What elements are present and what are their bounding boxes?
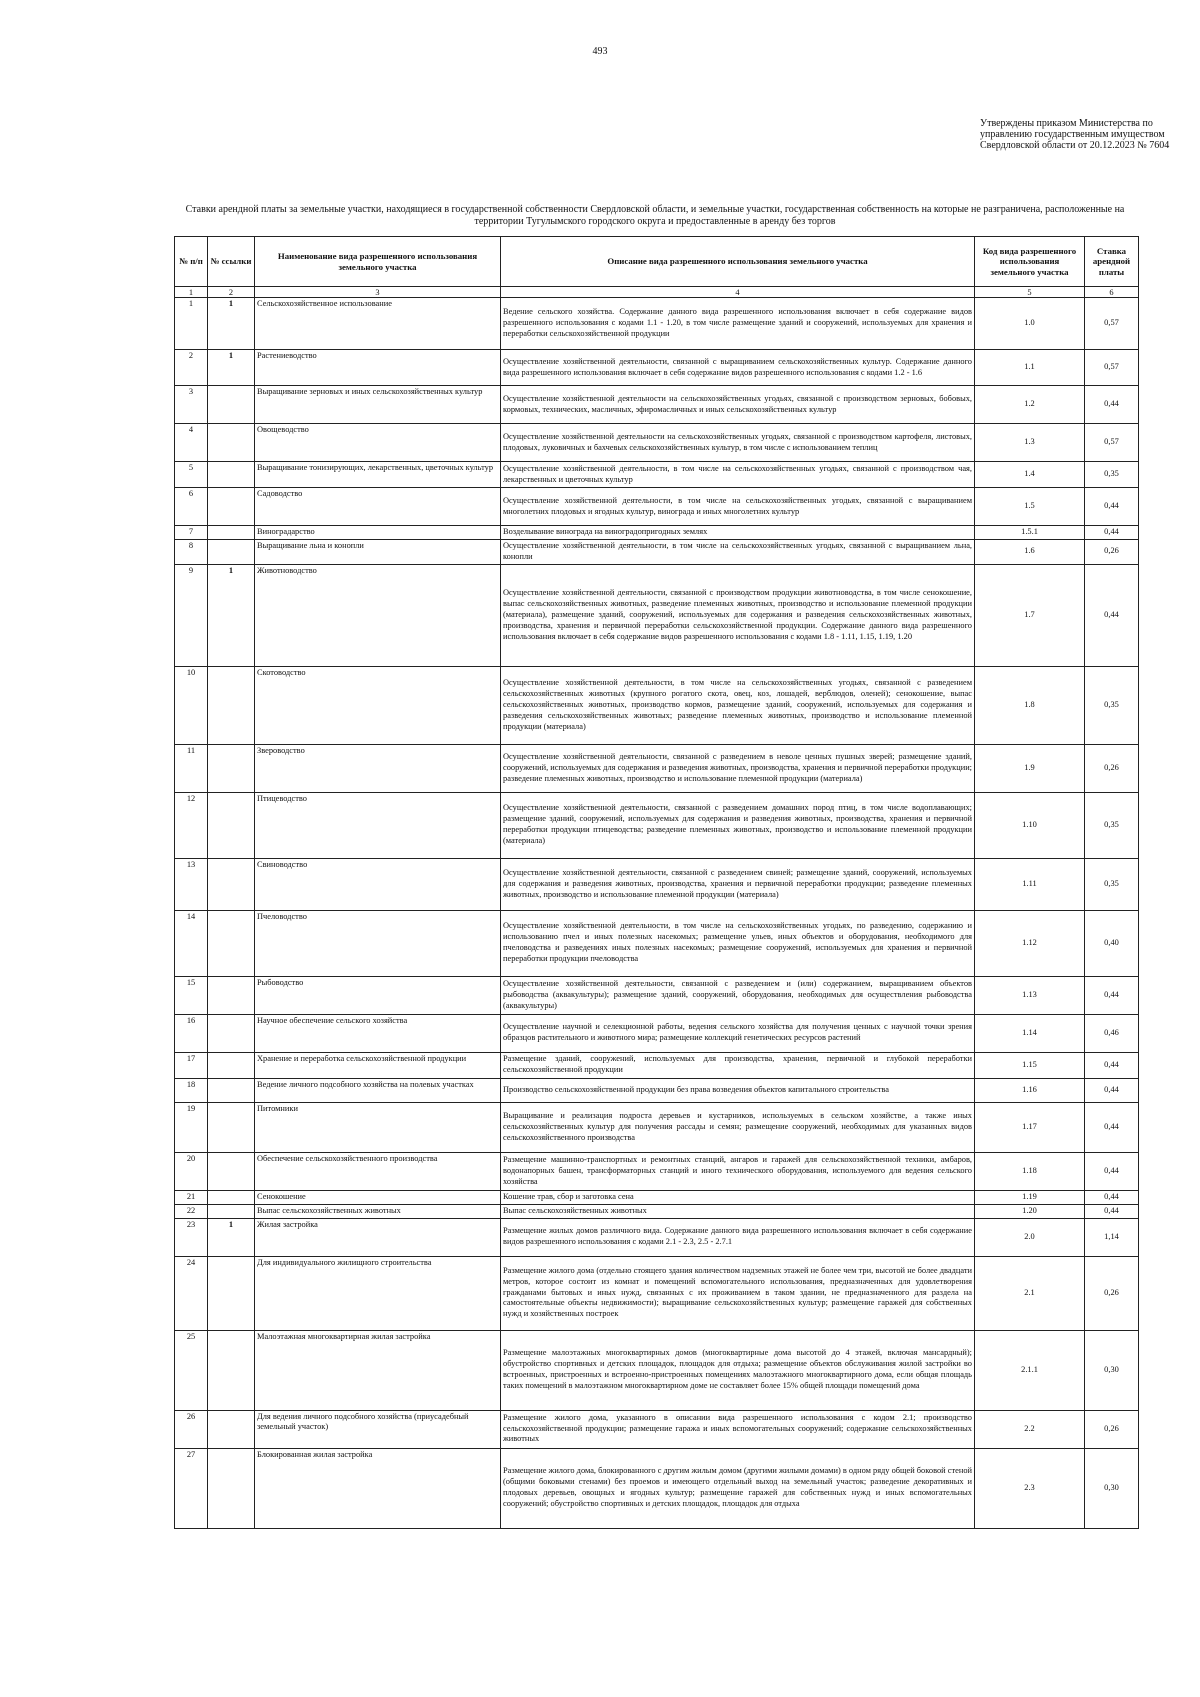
row-number: 26	[175, 1410, 208, 1448]
row-use-code: 1.18	[975, 1152, 1085, 1190]
row-reference	[208, 976, 255, 1014]
row-use-code: 2.3	[975, 1448, 1085, 1528]
row-use-name: Звероводство	[255, 744, 501, 792]
row-use-code: 2.1.1	[975, 1330, 1085, 1410]
row-use-name: Садоводство	[255, 488, 501, 526]
header-cell: Описание вида разрешенного использования земельного участка	[501, 237, 975, 287]
table-row	[175, 488, 1139, 526]
row-use-name: Обеспечение сельскохозяйственного производства	[255, 1152, 501, 1190]
header-cell: Ставка арендной платы	[1085, 237, 1139, 287]
row-rate: 1,14	[1085, 1218, 1139, 1256]
row-reference	[208, 666, 255, 744]
row-number: 20	[175, 1152, 208, 1190]
row-rate: 0,44	[1085, 976, 1139, 1014]
row-use-name: Ведение личного подсобного хозяйства на полевых участках	[255, 1078, 501, 1102]
row-use-description: Размещение жилого дома, блокированного с другим жилым домом (другими жилыми домами) в одном ряду общей боковой стеной (общими боковыми стенами) без проемов и имеющего отдельный выход на земельный участок; разведение декоративных и плодовых деревьев, овощных и ягодных культур; размещение гаражей для собственных нужд и иных вспомогательных сооружений; обустройство спортивных и детских площадок, площадок для отдыха	[501, 1448, 975, 1528]
row-number: 9	[175, 564, 208, 666]
table-row	[175, 1014, 1139, 1052]
row-use-name: Выращивание тонизирующих, лекарственных, цветочных культур	[255, 462, 501, 488]
row-reference	[208, 1152, 255, 1190]
row-reference	[208, 386, 255, 424]
column-number: 5	[975, 287, 1085, 298]
row-use-code: 1.11	[975, 858, 1085, 910]
row-reference	[208, 1256, 255, 1330]
row-use-description: Размещение жилого дома, указанного в описании вида разрешенного использования с кодом 2.1; производство сельскохозяйственной продукции; размещение гаража и иных вспомогательных сооружений; содержание сельскохозяйственных животных	[501, 1410, 975, 1448]
row-number: 17	[175, 1052, 208, 1078]
table-row	[175, 1190, 1139, 1204]
row-number: 14	[175, 910, 208, 976]
row-rate: 0,44	[1085, 1078, 1139, 1102]
row-rate: 0,30	[1085, 1330, 1139, 1410]
table-row	[175, 1204, 1139, 1218]
row-rate: 0,35	[1085, 666, 1139, 744]
row-use-code: 1.12	[975, 910, 1085, 976]
row-use-name: Для ведения личного подсобного хозяйства (приусадебный земельный участок)	[255, 1410, 501, 1448]
row-use-name: Для индивидуального жилищного строительства	[255, 1256, 501, 1330]
row-use-name: Малоэтажная многоквартирная жилая застройка	[255, 1330, 501, 1410]
row-rate: 0,44	[1085, 1190, 1139, 1204]
rates-table	[174, 236, 1139, 1529]
row-use-name: Выращивание зерновых и иных сельскохозяйственных культур	[255, 386, 501, 424]
row-use-name: Свиноводство	[255, 858, 501, 910]
row-use-code: 1.19	[975, 1190, 1085, 1204]
row-rate: 0,26	[1085, 744, 1139, 792]
table-row	[175, 666, 1139, 744]
row-use-name: Скотоводство	[255, 666, 501, 744]
row-rate: 0,44	[1085, 1102, 1139, 1152]
row-use-description: Осуществление хозяйственной деятельности, связанной с производством продукции животноводства, в том числе сенокошение, выпас сельскохозяйственных животных, разведение племенных животных, производство и использование племенной продукции (материала), размещение зданий, сооружений, используемых для содержания и разведения сельскохозяйственных животных, производства, хранения и первичной переработки сельскохозяйственной продукции. Содержание данного вида разрешенного использования включает в себя содержание видов разрешенного использования с кодами 1.8 - 1.11, 1.15, 1.19, 1.20	[501, 564, 975, 666]
table-row	[175, 526, 1139, 540]
row-number: 19	[175, 1102, 208, 1152]
row-rate: 0,44	[1085, 1152, 1139, 1190]
row-number: 15	[175, 976, 208, 1014]
row-use-code: 1.7	[975, 564, 1085, 666]
row-use-name: Животноводство	[255, 564, 501, 666]
row-rate: 0,57	[1085, 298, 1139, 350]
row-number: 18	[175, 1078, 208, 1102]
row-number: 2	[175, 350, 208, 386]
row-use-description: Кошение трав, сбор и заготовка сена	[501, 1190, 975, 1204]
row-reference	[208, 858, 255, 910]
row-rate: 0,46	[1085, 1014, 1139, 1052]
row-use-code: 1.16	[975, 1078, 1085, 1102]
row-number: 10	[175, 666, 208, 744]
row-use-code: 1.17	[975, 1102, 1085, 1152]
row-use-description: Выпас сельскохозяйственных животных	[501, 1204, 975, 1218]
row-reference	[208, 792, 255, 858]
row-use-code: 1.0	[975, 298, 1085, 350]
row-use-code: 1.20	[975, 1204, 1085, 1218]
row-use-description: Размещение жилых домов различного вида. Содержание данного вида разрешенного использования включает в себя содержание видов разрешенного использования с кодами 2.1 - 2.3, 2.5 - 2.7.1	[501, 1218, 975, 1256]
row-number: 7	[175, 526, 208, 540]
row-number: 25	[175, 1330, 208, 1410]
table-row	[175, 1410, 1139, 1448]
table-row	[175, 539, 1139, 564]
row-reference	[208, 1330, 255, 1410]
row-number: 22	[175, 1204, 208, 1218]
row-reference	[208, 539, 255, 564]
table-row	[175, 350, 1139, 386]
row-use-description: Осуществление хозяйственной деятельности, связанной с разведением домашних пород птиц, в том числе водоплавающих; размещение зданий, сооружений, используемых для содержания и разведения животных, производства, хранения и первичной переработки продукции птицеводства; разведение племенных животных, производство и использование племенной продукции (материала)	[501, 792, 975, 858]
column-number: 4	[501, 287, 975, 298]
row-rate: 0,44	[1085, 526, 1139, 540]
row-use-code: 1.10	[975, 792, 1085, 858]
row-rate: 0,57	[1085, 350, 1139, 386]
row-use-description: Осуществление хозяйственной деятельности на сельскохозяйственных угодьях, связанной с производством зерновых, бобовых, кормовых, технических, масличных, эфиромасличных и иных сельскохозяйственных культур	[501, 386, 975, 424]
column-number: 2	[208, 287, 255, 298]
row-use-code: 1.1	[975, 350, 1085, 386]
header-cell: Код вида разрешенного использования земельного участка	[975, 237, 1085, 287]
table-row	[175, 1218, 1139, 1256]
table-row	[175, 462, 1139, 488]
row-use-description: Осуществление хозяйственной деятельности, связанной с разведением и (или) содержанием, выращиванием объектов рыбоводства (аквакультуры); размещение зданий, сооружений, оборудования, необходимых для осуществления рыбоводства (аквакультуры)	[501, 976, 975, 1014]
row-use-description: Осуществление хозяйственной деятельности, в том числе на сельскохозяйственных угодьях, связанной с выращиванием многолетних плодовых и ягодных культур, винограда и иных многолетних культур	[501, 488, 975, 526]
column-number: 6	[1085, 287, 1139, 298]
column-number: 1	[175, 287, 208, 298]
row-reference	[208, 910, 255, 976]
row-use-code: 2.1	[975, 1256, 1085, 1330]
row-number: 4	[175, 424, 208, 462]
table-row	[175, 424, 1139, 462]
column-number: 3	[255, 287, 501, 298]
row-use-description: Возделывание винограда на виноградопригодных землях	[501, 526, 975, 540]
table-row	[175, 386, 1139, 424]
row-reference	[208, 1014, 255, 1052]
row-number: 23	[175, 1218, 208, 1256]
row-use-code: 1.4	[975, 462, 1085, 488]
row-rate: 0,35	[1085, 462, 1139, 488]
row-reference	[208, 462, 255, 488]
row-reference	[208, 488, 255, 526]
table-row	[175, 744, 1139, 792]
table-row	[175, 1152, 1139, 1190]
row-reference: 1	[208, 298, 255, 350]
table-row	[175, 910, 1139, 976]
row-use-description: Осуществление хозяйственной деятельности, в том числе на сельскохозяйственных угодьях, связанной с разведением сельскохозяйственных животных (крупного рогатого скота, овец, коз, лошадей, верблюдов, оленей); сенокошение, выпас сельскохозяйственных животных, производство кормов, размещение зданий, сооружений, используемых для содержания и разведения сельскохозяйственных животных; разведение племенных животных, производство и использование племенной продукции (материала)	[501, 666, 975, 744]
row-use-name: Выпас сельскохозяйственных животных	[255, 1204, 501, 1218]
row-number: 21	[175, 1190, 208, 1204]
header-cell: № п/п	[175, 237, 208, 287]
row-rate: 0,57	[1085, 424, 1139, 462]
row-rate: 0,40	[1085, 910, 1139, 976]
approval-note: Утверждены приказом Министерства по управлению государственным имуществом Свердловской области от 20.12.2023 № 7604	[980, 118, 1170, 151]
row-use-code: 1.5	[975, 488, 1085, 526]
row-use-name: Сенокошение	[255, 1190, 501, 1204]
document-title: Ставки арендной платы за земельные участки, находящиеся в государственной собственности Свердловской области, и земельные участки, государственная собственность на которые не разграничена, расположенные на территории Тугулымского городского округа и предоставленные в аренду без торгов	[185, 204, 1125, 227]
row-use-code: 1.3	[975, 424, 1085, 462]
row-rate: 0,44	[1085, 386, 1139, 424]
row-use-name: Научное обеспечение сельского хозяйства	[255, 1014, 501, 1052]
row-use-name: Рыбоводство	[255, 976, 501, 1014]
row-number: 16	[175, 1014, 208, 1052]
table-row	[175, 1078, 1139, 1102]
row-use-description: Выращивание и реализация подроста деревьев и кустарников, используемых в сельском хозяйстве, а также иных сельскохозяйственных культур для получения рассады и семян; размещение сооружений, необходимых для указанных видов сельскохозяйственного производства	[501, 1102, 975, 1152]
row-number: 5	[175, 462, 208, 488]
row-use-description: Осуществление хозяйственной деятельности, связанной с разведением свиней; размещение зданий, сооружений, используемых для содержания и разведения животных, производства, хранения и первичной переработки продукции; разведение племенных животных, производство и использование племенной продукции (материала)	[501, 858, 975, 910]
row-use-description: Производство сельскохозяйственной продукции без права возведения объектов капитального строительства	[501, 1078, 975, 1102]
row-use-description: Размещение жилого дома (отдельно стоящего здания количеством надземных этажей не более чем три, высотой не более двадцати метров, которое состоит из комнат и помещений вспомогательного использования, предназначенных для удовлетворения гражданами бытовых и иных нужд, связанных с их проживанием в таком здании, не предназначенного для раздела на самостоятельные объекты недвижимости); выращивание сельскохозяйственных культур; размещение гаражей для собственных нужд и хозяйственных построек	[501, 1256, 975, 1330]
table-row	[175, 976, 1139, 1014]
row-use-description: Ведение сельского хозяйства. Содержание данного вида разрешенного использования включает в себя содержание видов разрешенного использования с кодами 1.1 - 1.20, в том числе размещение зданий и сооружений, используемых для хранения и переработки сельскохозяйственной продукции	[501, 298, 975, 350]
row-reference	[208, 1190, 255, 1204]
row-reference: 1	[208, 350, 255, 386]
row-use-name: Сельскохозяйственное использование	[255, 298, 501, 350]
row-number: 13	[175, 858, 208, 910]
row-number: 6	[175, 488, 208, 526]
row-reference	[208, 1204, 255, 1218]
row-rate: 0,44	[1085, 1204, 1139, 1218]
header-cell: № ссылки	[208, 237, 255, 287]
table-row	[175, 792, 1139, 858]
row-rate: 0,44	[1085, 564, 1139, 666]
row-reference	[208, 1102, 255, 1152]
row-use-code: 2.2	[975, 1410, 1085, 1448]
table-body	[175, 298, 1139, 1529]
table-row	[175, 858, 1139, 910]
row-use-name: Выращивание льна и конопли	[255, 539, 501, 564]
row-number: 1	[175, 298, 208, 350]
row-use-name: Хранение и переработка сельскохозяйственной продукции	[255, 1052, 501, 1078]
row-use-code: 1.9	[975, 744, 1085, 792]
row-reference	[208, 1448, 255, 1528]
column-number-row	[175, 287, 1139, 298]
row-use-description: Осуществление хозяйственной деятельности, связанной с выращиванием сельскохозяйственных культур. Содержание данного вида разрешенного использования включает в себя содержание видов разрешенного использования с кодами 1.2 - 1.6	[501, 350, 975, 386]
row-use-description: Осуществление хозяйственной деятельности, связанной с разведением в неволе ценных пушных зверей; размещение зданий, сооружений, используемых для содержания и разведения животных, производства, хранения и первичной переработки продукции; разведение племенных животных, производство и использование племенной продукции (материала)	[501, 744, 975, 792]
row-rate: 0,30	[1085, 1448, 1139, 1528]
row-use-name: Растениеводство	[255, 350, 501, 386]
row-use-code: 1.13	[975, 976, 1085, 1014]
row-use-code: 1.2	[975, 386, 1085, 424]
row-use-name: Питомники	[255, 1102, 501, 1152]
row-use-description: Осуществление хозяйственной деятельности, в том числе на сельскохозяйственных угодьях, связанной с выращиванием льна, конопли	[501, 539, 975, 564]
table-row	[175, 298, 1139, 350]
row-rate: 0,26	[1085, 1410, 1139, 1448]
row-use-code: 1.5.1	[975, 526, 1085, 540]
table-row	[175, 1256, 1139, 1330]
row-use-name: Жилая застройка	[255, 1218, 501, 1256]
row-number: 8	[175, 539, 208, 564]
row-use-description: Осуществление хозяйственной деятельности, в том числе на сельскохозяйственных угодьях, по разведению, содержанию и использованию пчел и иных полезных насекомых; размещение ульев, иных объектов и оборудования, необходимого для пчеловодства и разведениях иных полезных насекомых; размещение сооружений, используемых для хранения и первичной переработки продукции пчеловодства	[501, 910, 975, 976]
row-reference	[208, 1052, 255, 1078]
row-number: 27	[175, 1448, 208, 1528]
row-number: 3	[175, 386, 208, 424]
table-header-row	[175, 237, 1139, 287]
row-reference	[208, 526, 255, 540]
row-use-name: Блокированная жилая застройка	[255, 1448, 501, 1528]
row-use-description: Осуществление хозяйственной деятельности на сельскохозяйственных угодьях, связанной с производством картофеля, листовых, плодовых, луковичных и бахчевых сельскохозяйственных культур, в том числе с использованием теплиц	[501, 424, 975, 462]
page-number: 493	[592, 46, 608, 57]
table-row	[175, 1448, 1139, 1528]
row-use-name: Птицеводство	[255, 792, 501, 858]
row-use-code: 2.0	[975, 1218, 1085, 1256]
table-row	[175, 564, 1139, 666]
row-rate: 0,44	[1085, 488, 1139, 526]
table-row	[175, 1330, 1139, 1410]
row-rate: 0,35	[1085, 792, 1139, 858]
row-use-code: 1.15	[975, 1052, 1085, 1078]
row-number: 12	[175, 792, 208, 858]
row-rate: 0,26	[1085, 1256, 1139, 1330]
header-cell: Наименование вида разрешенного использования земельного участка	[255, 237, 501, 287]
table-row	[175, 1052, 1139, 1078]
row-use-name: Овощеводство	[255, 424, 501, 462]
row-reference	[208, 1078, 255, 1102]
row-number: 11	[175, 744, 208, 792]
row-rate: 0,44	[1085, 1052, 1139, 1078]
row-use-description: Размещение машинно-транспортных и ремонтных станций, ангаров и гаражей для сельскохозяйственной техники, амбаров, водонапорных башен, трансформаторных станций и иного технического оборудования, используемого для ведения сельского хозяйства	[501, 1152, 975, 1190]
row-use-description: Размещение зданий, сооружений, используемых для производства, хранения, первичной и глубокой переработки сельскохозяйственной продукции	[501, 1052, 975, 1078]
row-rate: 0,26	[1085, 539, 1139, 564]
row-use-code: 1.14	[975, 1014, 1085, 1052]
row-use-description: Осуществление хозяйственной деятельности, в том числе на сельскохозяйственных угодьях, связанной с производством чая, лекарственных и цветочных культур	[501, 462, 975, 488]
row-use-description: Осуществление научной и селекционной работы, ведения сельского хозяйства для получения ценных с научной точки зрения образцов растительного и животного мира; размещение коллекций генетических ресурсов растений	[501, 1014, 975, 1052]
row-reference	[208, 744, 255, 792]
row-reference	[208, 1410, 255, 1448]
row-number: 24	[175, 1256, 208, 1330]
row-use-name: Виноградарство	[255, 526, 501, 540]
table-row	[175, 1102, 1139, 1152]
row-reference: 1	[208, 1218, 255, 1256]
row-use-code: 1.8	[975, 666, 1085, 744]
row-use-description: Размещение малоэтажных многоквартирных домов (многоквартирные дома высотой до 4 этажей, включая мансардный); обустройство спортивных и детских площадок, площадок для отдыха; размещение объектов обслуживания жилой застройки во встроенных, пристроенных и встроенно-пристроенных помещениях малоэтажного многоквартирного дома, если общая площадь таких помещений в малоэтажном многоквартирном доме не составляет более 15% общей площади помещений дома	[501, 1330, 975, 1410]
row-use-code: 1.6	[975, 539, 1085, 564]
row-use-name: Пчеловодство	[255, 910, 501, 976]
row-reference	[208, 424, 255, 462]
row-reference: 1	[208, 564, 255, 666]
row-rate: 0,35	[1085, 858, 1139, 910]
